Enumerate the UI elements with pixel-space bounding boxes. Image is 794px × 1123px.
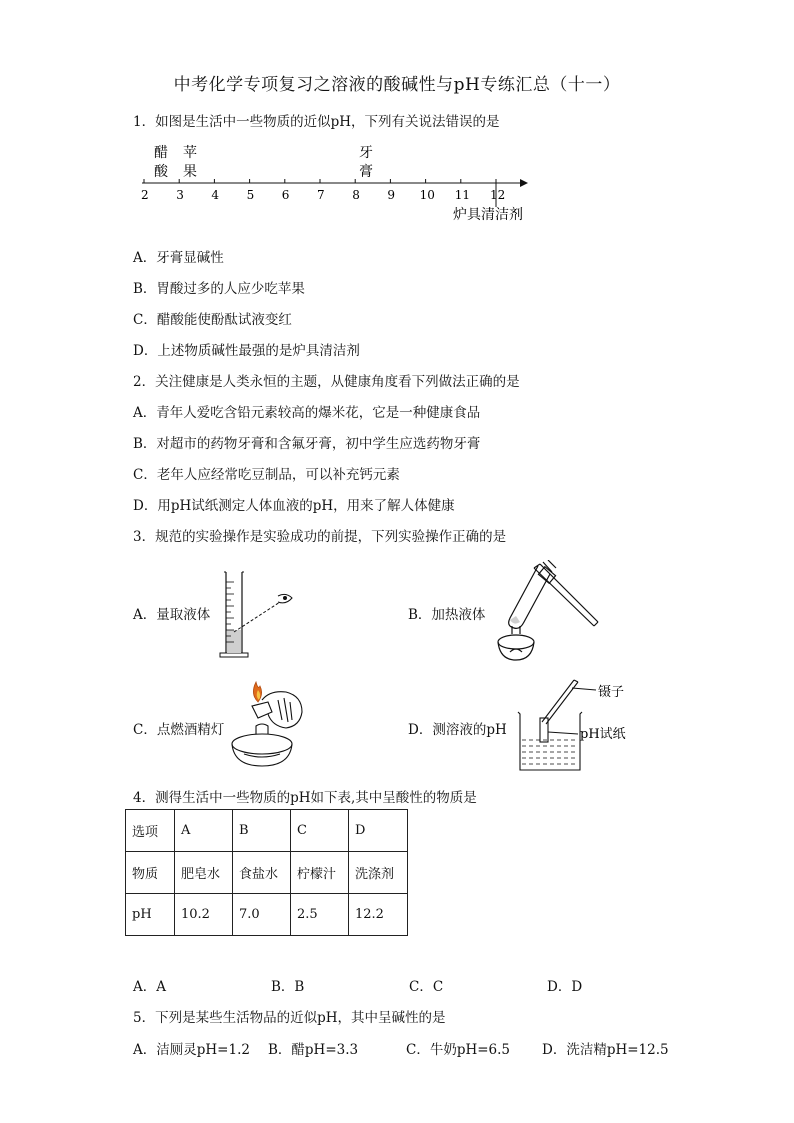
table-cell: C (291, 810, 349, 852)
q4-option-c: C．C (409, 979, 444, 995)
scale-tick-label: 2 (141, 188, 149, 202)
q1-stem: 1．如图是生活中一些物质的近似pH，下列有关说法错误的是 (133, 114, 500, 130)
q1-option-c: C．醋酸能使酚酞试液变红 (133, 312, 292, 328)
q4-option-d: D．D (547, 979, 583, 995)
scale-tick-label: 9 (387, 188, 396, 202)
table-cell: 选项 (126, 810, 175, 852)
scale-tick-label: 12 (490, 188, 506, 202)
q3-option-b: B．加热液体 (408, 607, 486, 623)
scale-tick-label: 5 (246, 188, 255, 202)
q4-option-a: A．A (133, 979, 166, 995)
q3-option-a: A．量取液体 (133, 607, 211, 623)
table-cell: pH (126, 894, 175, 936)
page-title: 中考化学专项复习之溶液的酸碱性与pH专练汇总（十一） (173, 75, 621, 95)
ph-scale-figure (130, 135, 550, 230)
q2-stem: 2．关注健康是人类永恒的主题，从健康角度看下列做法正确的是 (133, 374, 520, 390)
scale-ticks (141, 179, 505, 202)
label-toothpaste-1: 牙 (359, 145, 373, 161)
table-cell: B (233, 810, 291, 852)
table-cell: 洗涤剂 (349, 852, 408, 894)
q3-option-c: C．点燃酒精灯 (133, 722, 225, 738)
label-tweezers: 镊子 (598, 685, 625, 700)
scale-arrow (520, 179, 528, 187)
q2-option-d: D．用pH试纸测定人体血液的pH，用来了解人体健康 (133, 498, 455, 514)
table-cell: 10.2 (175, 894, 233, 936)
ph-table (125, 809, 408, 936)
q5-stem: 5．下列是某些生活物品的近似pH，其中呈碱性的是 (133, 1010, 446, 1026)
label-vinegar-1: 醋 (154, 145, 168, 161)
label-ph-paper: pH试纸 (580, 727, 626, 742)
q2-option-b: B．对超市的药物牙膏和含氟牙膏，初中学生应选药物牙膏 (133, 436, 481, 452)
table-cell: D (349, 810, 408, 852)
label-toothpaste-2: 膏 (359, 164, 373, 180)
q5-option-a: A．洁厕灵pH=1.2 (133, 1042, 250, 1058)
lighting-lamp-figure (222, 680, 312, 772)
table-cell: 物质 (126, 852, 175, 894)
label-apple-1: 苹 (183, 145, 197, 161)
label-vinegar-2: 酸 (154, 164, 168, 180)
table-cell: 7.0 (233, 894, 291, 936)
graduated-cylinder-figure (212, 568, 302, 660)
scale-tick-label: 4 (211, 188, 220, 202)
q1-option-d: D．上述物质碱性最强的是炉具清洁剂 (133, 343, 360, 359)
table-row (126, 810, 408, 852)
table-row (126, 852, 408, 894)
scale-tick-label: 11 (454, 188, 471, 202)
q5-option-c: C．牛奶pH=6.5 (406, 1042, 511, 1058)
label-apple-2: 果 (183, 164, 197, 180)
q5-option-b: B．醋pH=3.3 (268, 1042, 359, 1058)
q2-option-a: A．青年人爱吃含铅元素较高的爆米花，它是一种健康食品 (133, 405, 481, 421)
q5-option-d: D．洗洁精pH=12.5 (542, 1042, 669, 1058)
q3-option-d: D．测溶液的pH (408, 722, 507, 738)
scale-tick-label: 3 (176, 188, 184, 202)
table-cell: 柠檬汁 (291, 852, 349, 894)
ph-test-figure (512, 678, 672, 778)
q3-stem: 3．规范的实验操作是实验成功的前提，下列实验操作正确的是 (133, 529, 507, 545)
q2-option-c: C．老年人应经常吃豆制品，可以补充钙元素 (133, 467, 400, 483)
table-cell: 食盐水 (233, 852, 291, 894)
q4-stem: 4．测得生活中一些物质的pH如下表,其中呈酸性的物质是 (133, 790, 477, 806)
q1-option-a: A．牙膏显碱性 (133, 250, 224, 266)
label-cleaner: 炉具清洁剂 (453, 207, 523, 223)
scale-tick-label: 6 (281, 188, 290, 202)
heating-liquid-figure (490, 560, 605, 668)
table-cell: A (175, 810, 233, 852)
q4-option-b: B．B (271, 979, 305, 995)
q1-option-b: B．胃酸过多的人应少吃苹果 (133, 281, 305, 297)
scale-tick-label: 10 (419, 188, 435, 202)
table-cell: 12.2 (349, 894, 408, 936)
table-row (126, 894, 408, 936)
scale-tick-label: 8 (352, 188, 360, 202)
table-cell: 肥皂水 (175, 852, 233, 894)
scale-tick-label: 7 (317, 188, 325, 202)
table-cell: 2.5 (291, 894, 349, 936)
